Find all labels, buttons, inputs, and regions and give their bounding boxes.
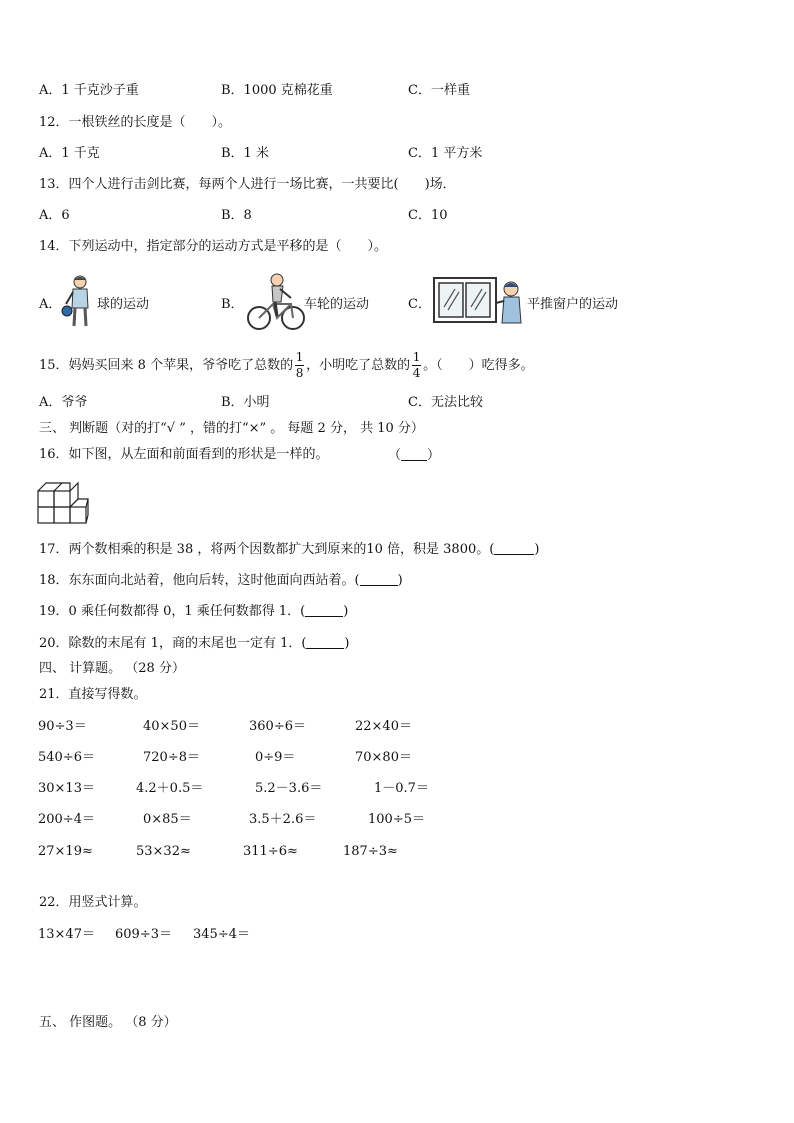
q15-frac2-num: 1 [412,350,421,364]
q13-option-b[interactable]: B．8 [221,208,252,223]
q16-paren-right: ） [427,448,441,463]
q13-option-a[interactable]: A．6 [39,208,70,223]
q11-option-c[interactable]: C．一样重 [408,83,470,98]
q17-answer-blank[interactable] [494,540,534,555]
q20-answer-blank[interactable] [306,634,344,649]
q21-r5-c3: 311÷6≈ [243,844,298,859]
q21-r2-c3: 0÷9＝ [255,750,296,765]
q19-text [39,602,348,621]
q21-r2-c1: 540÷6＝ [38,750,95,765]
q17-paren-right: ) [534,542,540,557]
q21-r4-c1: 200÷4＝ [38,812,95,827]
q21-r5-c1: 27×19≈ [38,844,93,859]
q19-paren-right: ) [343,604,349,619]
boy-with-ball-icon [60,274,98,330]
q22-stem: 22．用竖式计算。 [39,895,147,910]
q15-option-c[interactable]: C．无法比较 [408,395,483,410]
q22-item-3: 345÷4＝ [193,927,250,942]
q18-text [39,571,403,590]
q21-r1-c1: 90÷3＝ [38,719,87,734]
q21-r4-c2: 0×85＝ [143,812,192,827]
q19-answer-blank[interactable] [305,602,343,617]
q21-r2-c4: 70×80＝ [355,750,412,765]
q15-stem-part1: 15．妈妈买回来 8 个苹果，爷爷吃了总数的 [39,358,294,373]
q13-option-c[interactable]: C．10 [408,208,448,223]
q19-stem: 19．0 乘任何数都得 0，1 乘任何数都得 1．( [39,604,306,619]
q11-option-a[interactable]: A．1 千克沙子重 [39,83,139,98]
q12-stem: 12．一根铁丝的长度是（ ）。 [39,115,232,130]
q20-text [39,634,350,653]
q21-r3-c3: 5.2－3.6＝ [255,781,323,796]
q21-r2-c2: 720÷8＝ [143,750,200,765]
q14-option-b-letter[interactable]: B． [221,297,244,312]
q14-stem: 14．下列运动中，指定部分的运动方式是平移的是（ ）。 [39,239,388,254]
q21-r1-c2: 40×50＝ [143,719,200,734]
q18-stem: 18．东东面向北站着，他向后转，这时他面向西站着。( [39,573,360,588]
q15-fraction-2 [412,351,421,380]
q18-paren-right: ) [397,573,403,588]
q12-option-c[interactable]: C．1 平方米 [408,146,483,161]
q12-option-a[interactable]: A．1 千克 [39,146,100,161]
q21-r4-c3: 3.5＋2.6＝ [249,812,317,827]
section-5-heading: 五、 作图题。 （8 分） [39,1015,177,1030]
q16-paren-left: （ [388,448,402,463]
q21-r3-c1: 30×13＝ [38,781,95,796]
q14-option-a-label: 球的运动 [97,297,150,312]
q21-r3-c2: 4.2＋0.5＝ [136,781,204,796]
q14-option-c-letter[interactable]: C． [408,297,431,312]
q14-option-a-letter[interactable]: A． [39,297,62,312]
cube-stack-figure [37,476,89,526]
q21-r5-c4: 187÷3≈ [343,844,398,859]
q20-paren-right: ) [344,636,350,651]
q15-option-a[interactable]: A．爷爷 [39,395,88,410]
q15-frac1-num: 1 [295,350,304,364]
window-push-icon [433,277,527,325]
q22-item-2: 609÷3＝ [115,927,172,942]
q22-item-1: 13×47＝ [38,927,95,942]
q21-stem: 21．直接写得数。 [39,687,147,702]
q21-r3-c4: 1－0.7＝ [374,781,429,796]
q15-stem-part3: 。（ ）吃得多。 [423,358,534,373]
q17-stem: 17．两个数相乘的积是 38 ，将两个因数都扩大到原来的10 倍，积是 3800。( [39,542,495,557]
q14-option-b-label: 车轮的运动 [304,297,370,312]
q15-frac2-den: 4 [412,366,421,380]
q18-answer-blank[interactable] [360,571,398,586]
q16-text: 16．如下图，从左面和前面看到的形状是一样的。 [39,447,329,462]
boy-on-bicycle-icon [247,272,305,334]
q15-stem [39,348,534,384]
q15-frac1-den: 8 [295,366,304,380]
q21-r1-c4: 22×40＝ [355,719,412,734]
q14-option-c-label: 平推窗户的运动 [527,297,619,312]
q16-answer-blank[interactable] [388,446,440,465]
q15-stem-part2: ，小明吃了总数的 [306,358,411,373]
q13-stem: 13．四个人进行击剑比赛，每两个人进行一场比赛，一共要比( )场． [39,177,456,192]
q17-text [39,540,539,559]
q20-stem: 20．除数的末尾有 1，商的末尾也一定有 1．( [39,636,307,651]
q15-option-b[interactable]: B．小明 [221,395,270,410]
q21-r4-c4: 100÷5＝ [368,812,425,827]
q21-r1-c3: 360÷6＝ [249,719,306,734]
section-3-heading: 三、 判断题（对的打“√ ” ，错的打“×” 。 每题 2 分， 共 10 分） [39,421,424,436]
q11-option-b[interactable]: B．1000 克棉花重 [221,83,333,98]
q12-option-b[interactable]: B．1 米 [221,146,269,161]
q21-r5-c2: 53×32≈ [136,844,191,859]
section-4-heading: 四、 计算题。 （28 分） [39,661,185,676]
q15-fraction-1 [295,351,304,380]
